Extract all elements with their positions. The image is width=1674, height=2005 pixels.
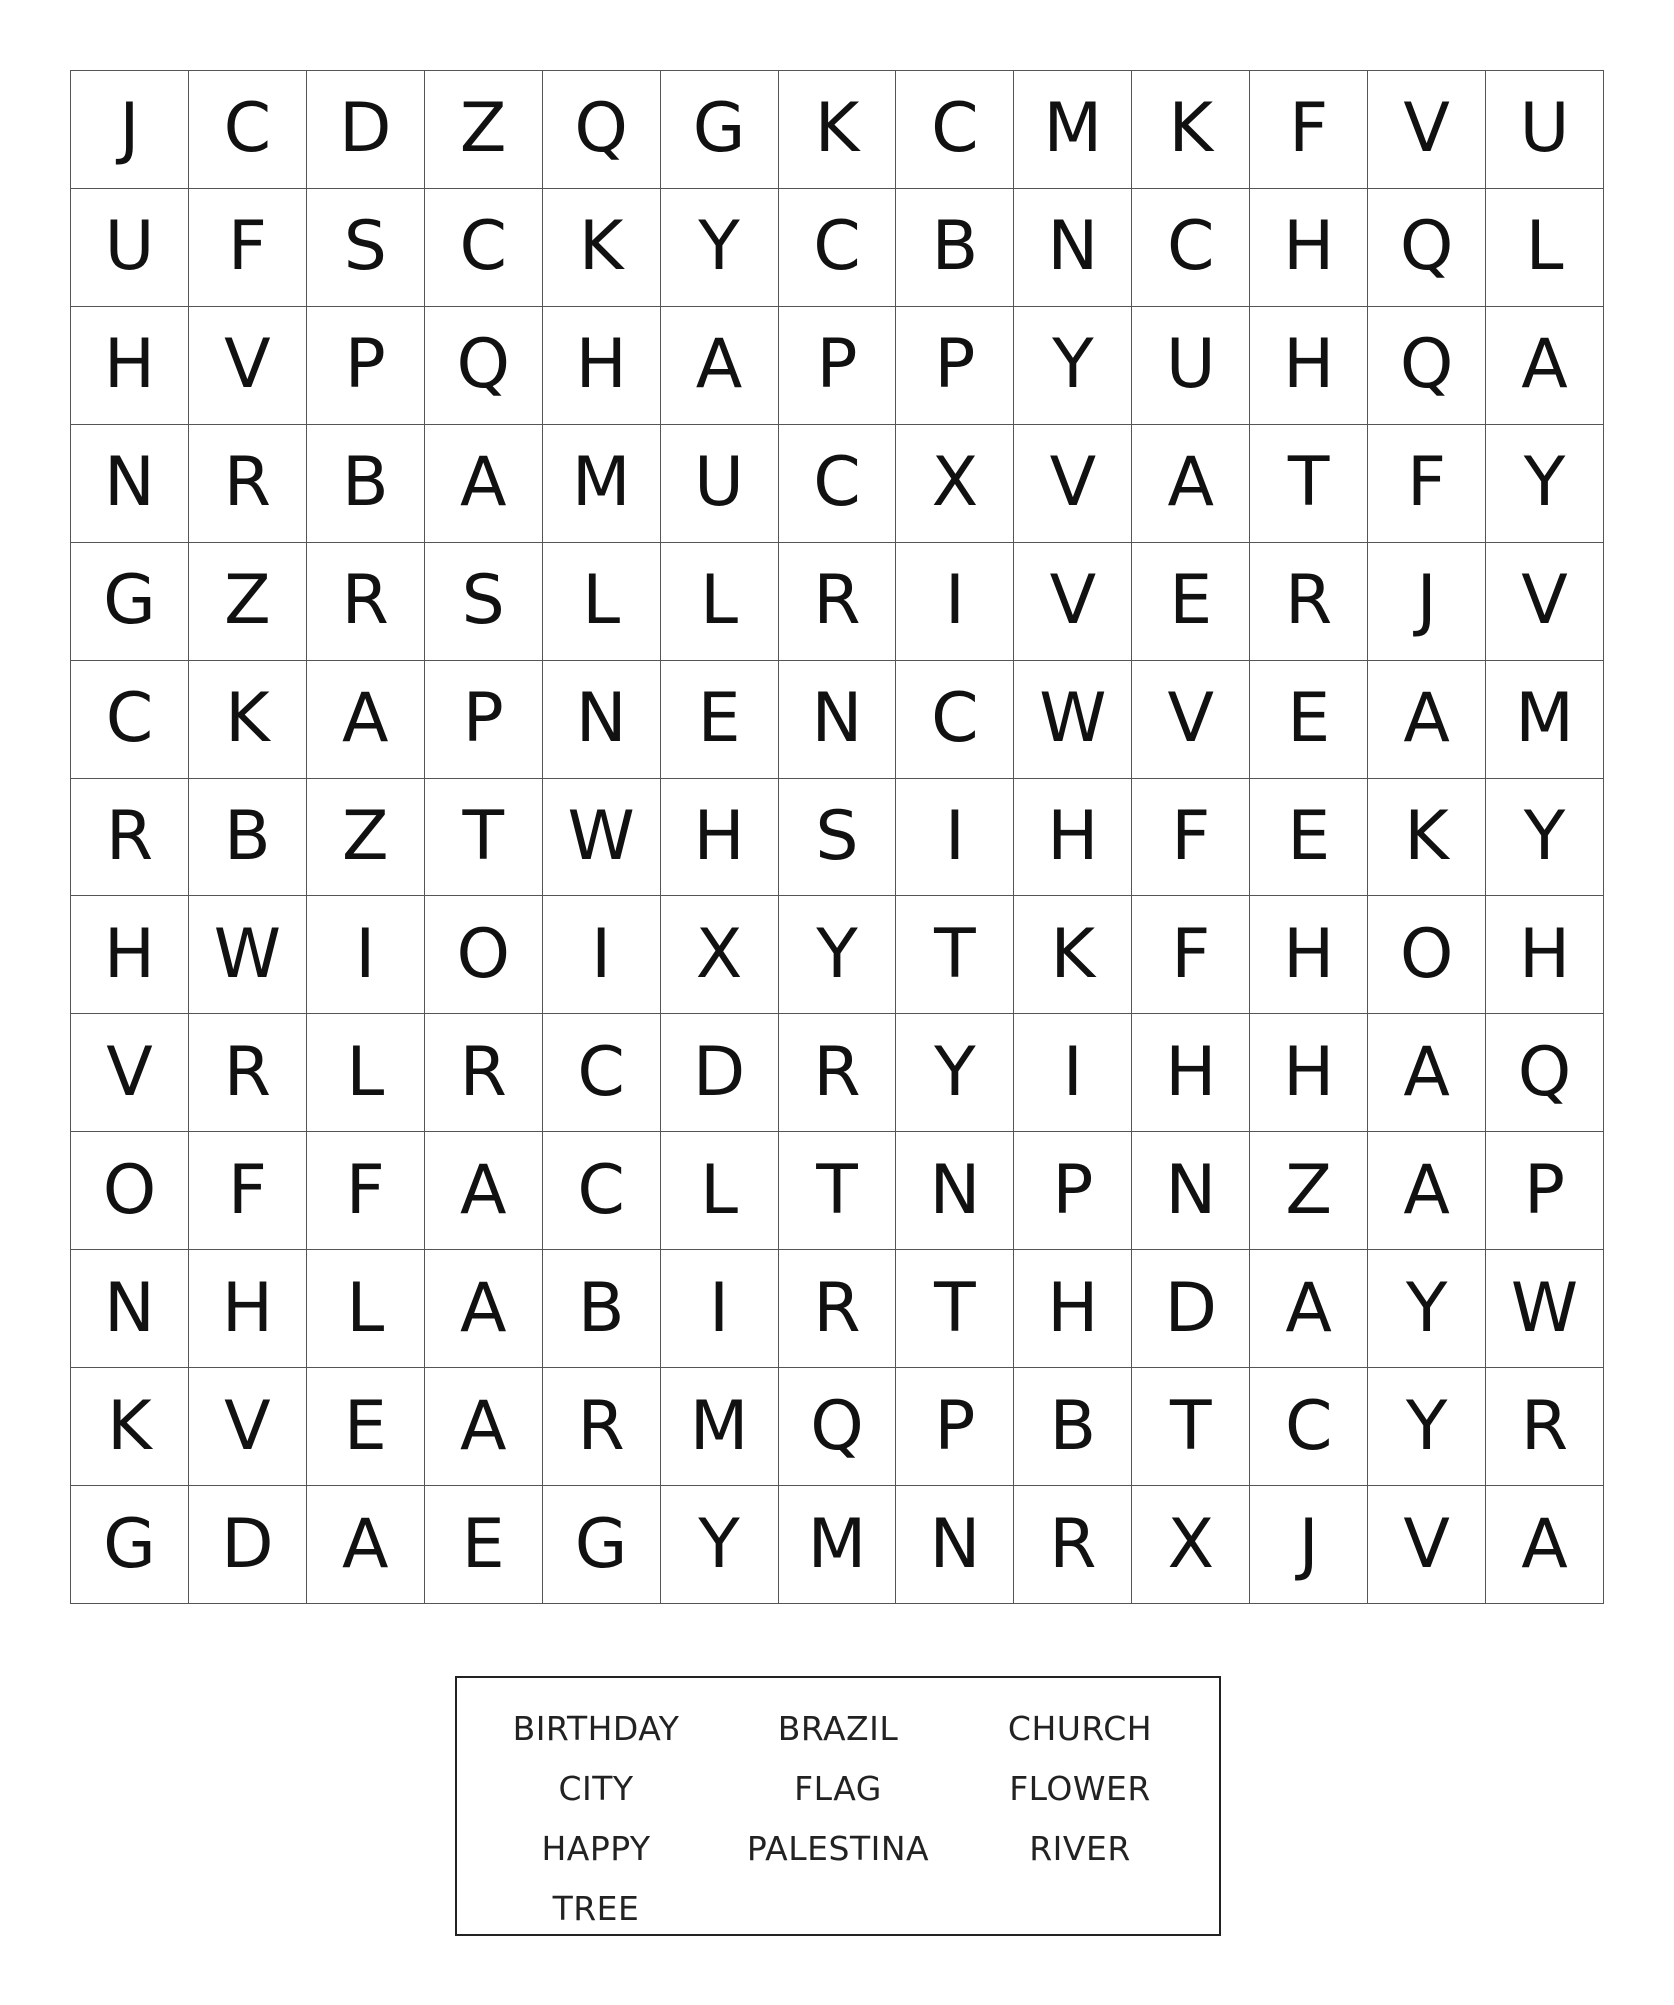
grid-cell[interactable]: D	[307, 71, 425, 189]
grid-cell[interactable]: Y	[1368, 1250, 1486, 1368]
grid-cell[interactable]: D	[189, 1486, 307, 1604]
grid-cell[interactable]: R	[425, 1014, 543, 1132]
grid-cell[interactable]: V	[189, 307, 307, 425]
grid-cell[interactable]: F	[1132, 779, 1250, 897]
grid-cell[interactable]: C	[71, 661, 189, 779]
grid-cell[interactable]: U	[661, 425, 779, 543]
grid-cell[interactable]: Y	[661, 1486, 779, 1604]
grid-cell[interactable]: M	[1486, 661, 1604, 779]
grid-cell[interactable]: W	[543, 779, 661, 897]
grid-cell[interactable]: F	[307, 1132, 425, 1250]
grid-cell[interactable]: V	[1014, 543, 1132, 661]
grid-cell[interactable]: E	[1250, 661, 1368, 779]
grid-cell[interactable]: M	[543, 425, 661, 543]
grid-cell[interactable]: J	[1368, 543, 1486, 661]
grid-cell[interactable]: E	[425, 1486, 543, 1604]
grid-cell[interactable]: R	[1014, 1486, 1132, 1604]
grid-cell[interactable]: H	[1132, 1014, 1250, 1132]
grid-cell[interactable]: L	[661, 1132, 779, 1250]
grid-cell[interactable]: T	[1250, 425, 1368, 543]
word-list-item: TREE	[552, 1888, 640, 1928]
grid-cell[interactable]: B	[189, 779, 307, 897]
grid-cell[interactable]: T	[425, 779, 543, 897]
grid-cell[interactable]: K	[1132, 71, 1250, 189]
grid-cell[interactable]: Q	[779, 1368, 897, 1486]
grid-cell[interactable]: V	[71, 1014, 189, 1132]
grid-cell[interactable]: D	[1132, 1250, 1250, 1368]
grid-cell[interactable]: L	[307, 1014, 425, 1132]
grid-cell[interactable]: A	[1250, 1250, 1368, 1368]
grid-cell[interactable]: W	[1014, 661, 1132, 779]
grid-cell[interactable]: N	[543, 661, 661, 779]
grid-cell[interactable]: U	[71, 189, 189, 307]
grid-cell[interactable]: Z	[307, 779, 425, 897]
grid-cell[interactable]: L	[1486, 189, 1604, 307]
grid-cell[interactable]: H	[189, 1250, 307, 1368]
grid-cell[interactable]: P	[1486, 1132, 1604, 1250]
grid-cell[interactable]: T	[1132, 1368, 1250, 1486]
grid-cell[interactable]: F	[1132, 896, 1250, 1014]
grid-cell[interactable]: K	[1368, 779, 1486, 897]
grid-cell[interactable]: E	[307, 1368, 425, 1486]
grid-cell[interactable]: L	[661, 543, 779, 661]
word-list-item: BRAZIL	[777, 1708, 899, 1748]
word-list-item: FLOWER	[1009, 1768, 1151, 1808]
grid-cell[interactable]: H	[543, 307, 661, 425]
grid-cell[interactable]: R	[1250, 543, 1368, 661]
grid-cell[interactable]: D	[661, 1014, 779, 1132]
grid-cell[interactable]: A	[661, 307, 779, 425]
grid-cell[interactable]: Z	[1250, 1132, 1368, 1250]
grid-cell[interactable]: H	[1250, 1014, 1368, 1132]
grid-cell[interactable]: A	[425, 425, 543, 543]
word-list-item: FLAG	[794, 1768, 882, 1808]
grid-cell[interactable]: F	[1250, 71, 1368, 189]
grid-cell[interactable]: M	[661, 1368, 779, 1486]
grid-cell[interactable]: Y	[779, 896, 897, 1014]
grid-cell[interactable]: Q	[543, 71, 661, 189]
grid-cell[interactable]: M	[1014, 71, 1132, 189]
grid-cell[interactable]: R	[189, 425, 307, 543]
grid-cell[interactable]: H	[1250, 307, 1368, 425]
grid-cell[interactable]: K	[189, 661, 307, 779]
grid-cell[interactable]: A	[1368, 661, 1486, 779]
grid-cell[interactable]: A	[1132, 425, 1250, 543]
grid-cell[interactable]: N	[71, 425, 189, 543]
grid-cell[interactable]: O	[71, 1132, 189, 1250]
grid-cell[interactable]: Y	[661, 189, 779, 307]
grid-cell[interactable]: P	[779, 307, 897, 425]
grid-cell[interactable]: E	[661, 661, 779, 779]
grid-cell[interactable]: I	[896, 779, 1014, 897]
grid-cell[interactable]: U	[1486, 71, 1604, 189]
letter-grid	[70, 70, 1604, 1604]
grid-cell[interactable]: A	[1486, 1486, 1604, 1604]
grid-cell[interactable]: V	[1014, 425, 1132, 543]
grid-cell[interactable]: B	[1014, 1368, 1132, 1486]
grid-cell[interactable]: R	[779, 543, 897, 661]
grid-cell[interactable]: P	[307, 307, 425, 425]
grid-cell[interactable]: Y	[896, 1014, 1014, 1132]
grid-cell[interactable]: I	[661, 1250, 779, 1368]
grid-cell[interactable]: F	[189, 189, 307, 307]
grid-cell[interactable]: K	[71, 1368, 189, 1486]
grid-cell[interactable]: Z	[425, 71, 543, 189]
grid-cell[interactable]: R	[307, 543, 425, 661]
grid-cell[interactable]: S	[779, 779, 897, 897]
grid-cell[interactable]: C	[543, 1014, 661, 1132]
grid-cell[interactable]: P	[425, 661, 543, 779]
grid-cell[interactable]: O	[425, 896, 543, 1014]
grid-cell[interactable]: N	[779, 661, 897, 779]
grid-cell[interactable]: I	[307, 896, 425, 1014]
word-list-item: BIRTHDAY	[512, 1708, 680, 1748]
grid-cell[interactable]: B	[307, 425, 425, 543]
grid-cell[interactable]: S	[425, 543, 543, 661]
grid-cell[interactable]: V	[1132, 661, 1250, 779]
grid-cell[interactable]: Y	[1486, 779, 1604, 897]
grid-cell[interactable]: H	[1014, 1250, 1132, 1368]
grid-cell[interactable]: Q	[1368, 307, 1486, 425]
grid-cell[interactable]: L	[543, 543, 661, 661]
grid-cell[interactable]: N	[896, 1132, 1014, 1250]
grid-cell[interactable]: V	[189, 1368, 307, 1486]
grid-cell[interactable]: C	[1250, 1368, 1368, 1486]
grid-cell[interactable]: C	[779, 189, 897, 307]
grid-cell[interactable]: K	[1014, 896, 1132, 1014]
grid-cell[interactable]: Y	[1486, 425, 1604, 543]
grid-cell[interactable]: X	[661, 896, 779, 1014]
grid-cell[interactable]: C	[896, 71, 1014, 189]
grid-cell[interactable]: N	[71, 1250, 189, 1368]
grid-cell[interactable]: G	[71, 543, 189, 661]
grid-cell[interactable]: W	[189, 896, 307, 1014]
grid-cell[interactable]: T	[896, 1250, 1014, 1368]
grid-cell[interactable]: P	[896, 307, 1014, 425]
word-list-item: PALESTINA	[746, 1828, 930, 1868]
grid-cell[interactable]: Q	[425, 307, 543, 425]
grid-cell[interactable]: N	[1132, 1132, 1250, 1250]
grid-cell[interactable]: H	[1014, 779, 1132, 897]
grid-cell[interactable]: J	[71, 71, 189, 189]
grid-cell[interactable]: A	[307, 661, 425, 779]
grid-cell[interactable]: F	[1368, 425, 1486, 543]
word-list-item: HAPPY	[541, 1828, 651, 1868]
grid-cell[interactable]: R	[1486, 1368, 1604, 1486]
grid-cell[interactable]: A	[425, 1368, 543, 1486]
grid-cell[interactable]: J	[1250, 1486, 1368, 1604]
grid-cell[interactable]: P	[1014, 1132, 1132, 1250]
grid-cell[interactable]: V	[1368, 1486, 1486, 1604]
grid-cell[interactable]: H	[1486, 896, 1604, 1014]
grid-cell[interactable]: N	[1014, 189, 1132, 307]
grid-cell[interactable]: Z	[189, 543, 307, 661]
grid-cell[interactable]: Y	[1368, 1368, 1486, 1486]
grid-cell[interactable]: H	[1250, 189, 1368, 307]
grid-cell[interactable]: O	[1368, 896, 1486, 1014]
grid-cell[interactable]: X	[1132, 1486, 1250, 1604]
grid-cell[interactable]: C	[425, 189, 543, 307]
grid-cell[interactable]: P	[896, 1368, 1014, 1486]
grid-cell[interactable]: I	[543, 896, 661, 1014]
grid-cell[interactable]: V	[1486, 543, 1604, 661]
word-list-item: CHURCH	[1007, 1708, 1153, 1748]
grid-cell[interactable]: N	[896, 1486, 1014, 1604]
grid-cell[interactable]: R	[779, 1014, 897, 1132]
word-list-item: RIVER	[1029, 1828, 1131, 1868]
word-list	[455, 1676, 1221, 1936]
grid-cell[interactable]: T	[779, 1132, 897, 1250]
grid-cell[interactable]: I	[896, 543, 1014, 661]
grid-cell[interactable]: C	[779, 425, 897, 543]
grid-cell[interactable]: C	[896, 661, 1014, 779]
grid-cell[interactable]: A	[1368, 1014, 1486, 1132]
grid-cell[interactable]: Y	[1014, 307, 1132, 425]
grid-cell[interactable]: H	[661, 779, 779, 897]
grid-cell[interactable]: Q	[1486, 1014, 1604, 1132]
grid-cell[interactable]: K	[779, 71, 897, 189]
grid-cell[interactable]: A	[1368, 1132, 1486, 1250]
grid-cell[interactable]: Q	[1368, 189, 1486, 307]
grid-cell[interactable]: S	[307, 189, 425, 307]
grid-cell[interactable]: G	[661, 71, 779, 189]
grid-cell[interactable]: C	[189, 71, 307, 189]
grid-cell[interactable]: C	[543, 1132, 661, 1250]
grid-cell[interactable]: A	[425, 1132, 543, 1250]
grid-cell[interactable]: R	[71, 779, 189, 897]
grid-cell[interactable]: B	[543, 1250, 661, 1368]
grid-cell[interactable]: H	[71, 307, 189, 425]
grid-cell[interactable]: A	[307, 1486, 425, 1604]
grid-cell[interactable]: M	[779, 1486, 897, 1604]
grid-cell[interactable]: F	[189, 1132, 307, 1250]
grid-cell[interactable]: L	[307, 1250, 425, 1368]
grid-cell[interactable]: R	[189, 1014, 307, 1132]
grid-cell[interactable]: R	[543, 1368, 661, 1486]
grid-cell[interactable]: H	[71, 896, 189, 1014]
grid-cell[interactable]: G	[71, 1486, 189, 1604]
grid-cell[interactable]: T	[896, 896, 1014, 1014]
grid-cell[interactable]: V	[1368, 71, 1486, 189]
grid-cell[interactable]: B	[896, 189, 1014, 307]
grid-cell[interactable]: G	[543, 1486, 661, 1604]
grid-cell[interactable]: R	[779, 1250, 897, 1368]
grid-cell[interactable]: W	[1486, 1250, 1604, 1368]
grid-cell[interactable]: X	[896, 425, 1014, 543]
grid-cell[interactable]: C	[1132, 189, 1250, 307]
grid-cell[interactable]: A	[1486, 307, 1604, 425]
grid-cell[interactable]: A	[425, 1250, 543, 1368]
grid-cell[interactable]: E	[1132, 543, 1250, 661]
grid-cell[interactable]: K	[543, 189, 661, 307]
word-list-item: CITY	[558, 1768, 634, 1808]
grid-cell[interactable]: U	[1132, 307, 1250, 425]
grid-cell[interactable]: E	[1250, 779, 1368, 897]
grid-cell[interactable]: I	[1014, 1014, 1132, 1132]
grid-cell[interactable]: H	[1250, 896, 1368, 1014]
